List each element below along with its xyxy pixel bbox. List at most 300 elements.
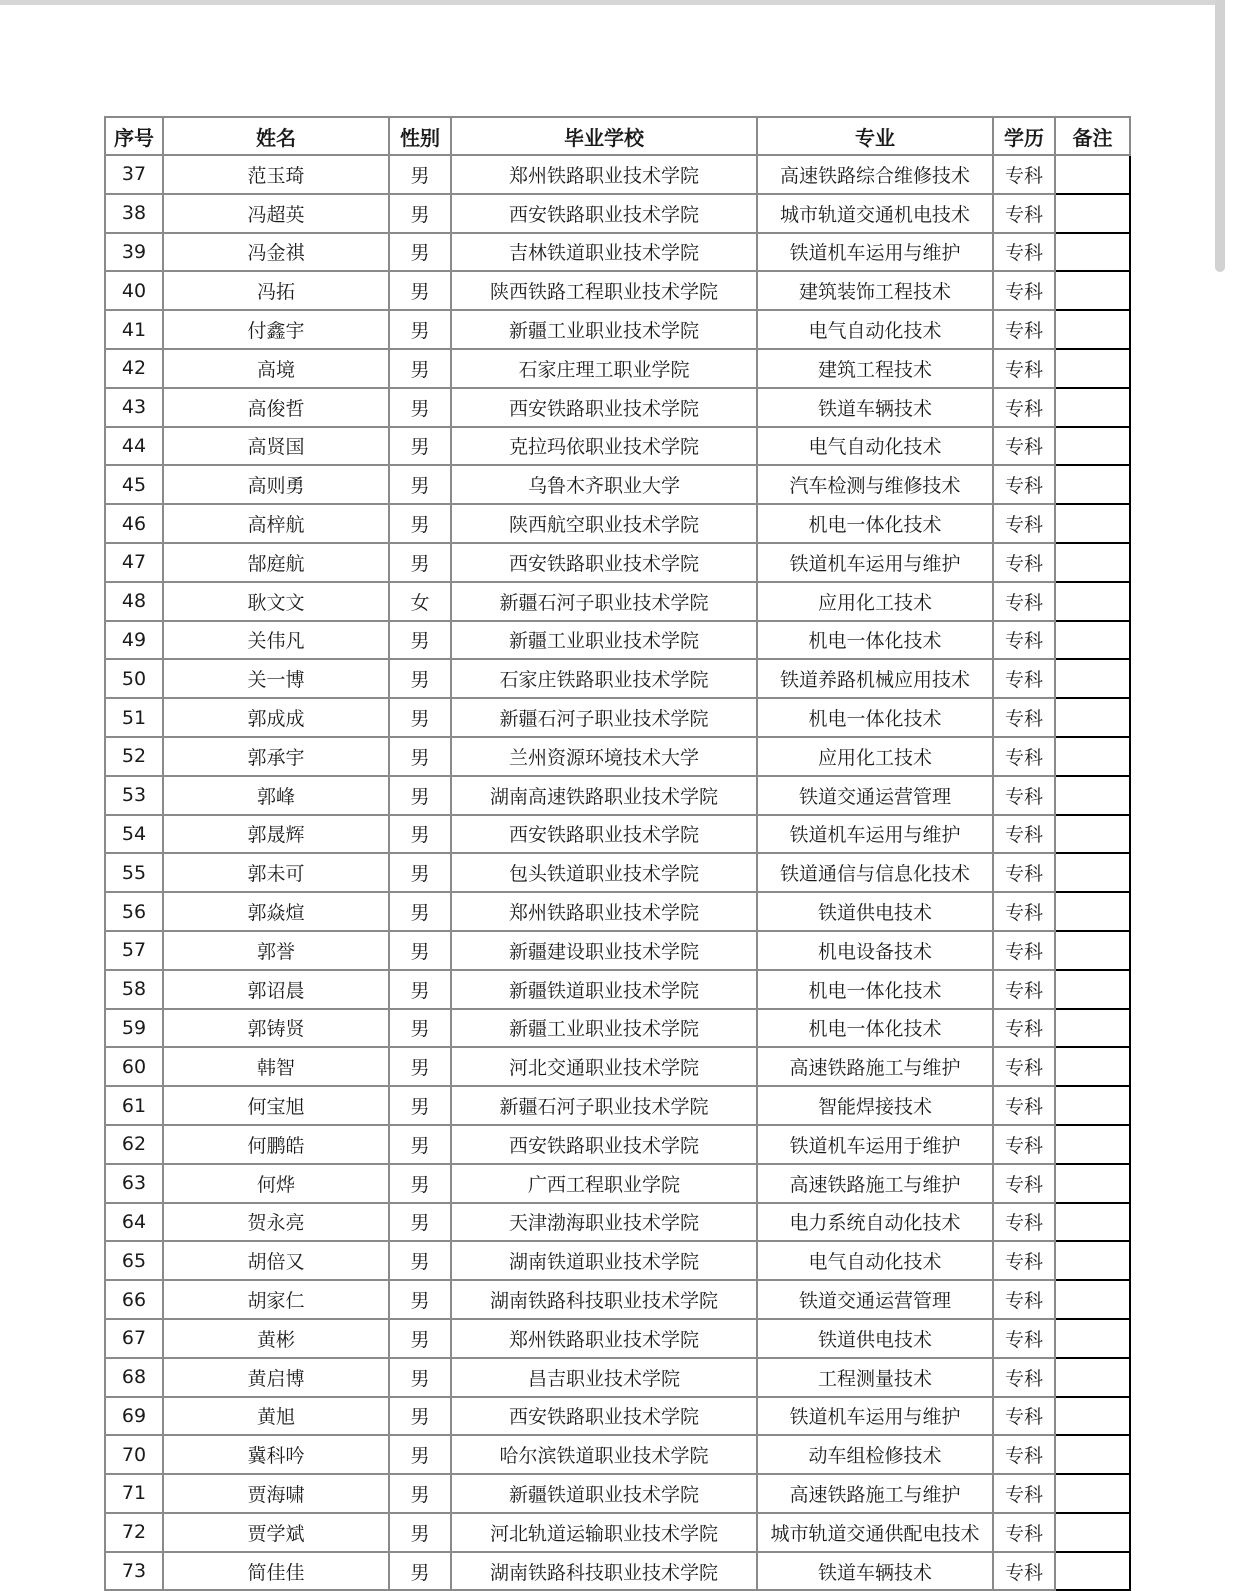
header-school: 毕业学校 xyxy=(451,117,757,155)
cell-seq: 57 xyxy=(105,931,163,970)
table-row xyxy=(105,1513,1130,1552)
cell-name: 黄彬 xyxy=(163,1319,389,1358)
header-remark: 备注 xyxy=(1055,117,1130,155)
cell-remark xyxy=(1055,1435,1130,1474)
cell-school: 乌鲁木齐职业大学 xyxy=(451,465,757,504)
cell-seq: 53 xyxy=(105,776,163,815)
cell-major: 铁道机车运用与维护 xyxy=(757,815,993,854)
cell-seq: 58 xyxy=(105,970,163,1009)
cell-name: 高梓航 xyxy=(163,504,389,543)
cell-seq: 56 xyxy=(105,892,163,931)
table-row xyxy=(105,1047,1130,1086)
header-name: 姓名 xyxy=(163,117,389,155)
cell-major: 铁道车辆技术 xyxy=(757,388,993,427)
cell-remark xyxy=(1055,1086,1130,1125)
cell-gender: 男 xyxy=(389,155,451,194)
cell-seq: 71 xyxy=(105,1474,163,1513)
cell-school: 克拉玛依职业技术学院 xyxy=(451,427,757,466)
cell-degree: 专科 xyxy=(993,194,1055,233)
cell-name: 郭焱煊 xyxy=(163,892,389,931)
scrollbar-thumb[interactable] xyxy=(1215,0,1225,272)
cell-gender: 男 xyxy=(389,388,451,427)
cell-school: 昌吉职业技术学院 xyxy=(451,1358,757,1397)
cell-major: 应用化工技术 xyxy=(757,582,993,621)
cell-seq: 48 xyxy=(105,582,163,621)
cell-remark xyxy=(1055,271,1130,310)
header-gender: 性别 xyxy=(389,117,451,155)
cell-major: 电气自动化技术 xyxy=(757,427,993,466)
cell-degree: 专科 xyxy=(993,1552,1055,1591)
cell-school: 西安铁路职业技术学院 xyxy=(451,194,757,233)
cell-degree: 专科 xyxy=(993,853,1055,892)
cell-remark xyxy=(1055,892,1130,931)
cell-major: 铁道交通运营管理 xyxy=(757,776,993,815)
cell-seq: 72 xyxy=(105,1513,163,1552)
cell-major: 铁道养路机械应用技术 xyxy=(757,659,993,698)
cell-school: 郑州铁路职业技术学院 xyxy=(451,892,757,931)
table-row xyxy=(105,504,1130,543)
cell-major: 工程测量技术 xyxy=(757,1358,993,1397)
cell-gender: 男 xyxy=(389,194,451,233)
cell-seq: 66 xyxy=(105,1280,163,1319)
table-row xyxy=(105,1125,1130,1164)
cell-major: 汽车检测与维修技术 xyxy=(757,465,993,504)
cell-major: 机电一体化技术 xyxy=(757,621,993,660)
table-row xyxy=(105,1086,1130,1125)
cell-school: 新疆铁道职业技术学院 xyxy=(451,970,757,1009)
cell-name: 黄启博 xyxy=(163,1358,389,1397)
cell-name: 贺永亮 xyxy=(163,1203,389,1242)
cell-major: 高速铁路施工与维护 xyxy=(757,1474,993,1513)
cell-seq: 44 xyxy=(105,427,163,466)
cell-major: 电气自动化技术 xyxy=(757,1241,993,1280)
cell-school: 陕西航空职业技术学院 xyxy=(451,504,757,543)
cell-major: 铁道通信与信息化技术 xyxy=(757,853,993,892)
cell-degree: 专科 xyxy=(993,1513,1055,1552)
cell-remark xyxy=(1055,931,1130,970)
cell-gender: 男 xyxy=(389,776,451,815)
table-row xyxy=(105,388,1130,427)
cell-degree: 专科 xyxy=(993,776,1055,815)
cell-degree: 专科 xyxy=(993,1358,1055,1397)
cell-degree: 专科 xyxy=(993,698,1055,737)
table-row xyxy=(105,659,1130,698)
cell-school: 西安铁路职业技术学院 xyxy=(451,1397,757,1436)
cell-seq: 37 xyxy=(105,155,163,194)
table-row xyxy=(105,1203,1130,1242)
table-row xyxy=(105,970,1130,1009)
cell-gender: 男 xyxy=(389,1086,451,1125)
cell-major: 机电设备技术 xyxy=(757,931,993,970)
cell-degree: 专科 xyxy=(993,1319,1055,1358)
cell-gender: 男 xyxy=(389,1009,451,1048)
cell-seq: 67 xyxy=(105,1319,163,1358)
cell-gender: 男 xyxy=(389,1047,451,1086)
cell-degree: 专科 xyxy=(993,1474,1055,1513)
cell-gender: 男 xyxy=(389,815,451,854)
cell-name: 郭晟辉 xyxy=(163,815,389,854)
cell-remark xyxy=(1055,1474,1130,1513)
cell-major: 城市轨道交通机电技术 xyxy=(757,194,993,233)
cell-degree: 专科 xyxy=(993,427,1055,466)
cell-school: 新疆石河子职业技术学院 xyxy=(451,1086,757,1125)
cell-school: 新疆工业职业技术学院 xyxy=(451,310,757,349)
cell-gender: 男 xyxy=(389,543,451,582)
cell-remark xyxy=(1055,582,1130,621)
cell-remark xyxy=(1055,543,1130,582)
cell-remark xyxy=(1055,465,1130,504)
cell-remark xyxy=(1055,388,1130,427)
cell-degree: 专科 xyxy=(993,233,1055,272)
table-row xyxy=(105,465,1130,504)
cell-name: 何鹏皓 xyxy=(163,1125,389,1164)
cell-school: 河北轨道运输职业技术学院 xyxy=(451,1513,757,1552)
table-row xyxy=(105,737,1130,776)
table-row xyxy=(105,698,1130,737)
cell-major: 应用化工技术 xyxy=(757,737,993,776)
cell-gender: 男 xyxy=(389,349,451,388)
cell-gender: 男 xyxy=(389,1474,451,1513)
cell-seq: 62 xyxy=(105,1125,163,1164)
table-row xyxy=(105,1241,1130,1280)
cell-name: 郭未可 xyxy=(163,853,389,892)
cell-seq: 43 xyxy=(105,388,163,427)
cell-major: 动车组检修技术 xyxy=(757,1435,993,1474)
cell-remark xyxy=(1055,194,1130,233)
cell-school: 西安铁路职业技术学院 xyxy=(451,388,757,427)
cell-gender: 男 xyxy=(389,1435,451,1474)
cell-school: 郑州铁路职业技术学院 xyxy=(451,1319,757,1358)
cell-major: 高速铁路综合维修技术 xyxy=(757,155,993,194)
cell-degree: 专科 xyxy=(993,349,1055,388)
cell-degree: 专科 xyxy=(993,970,1055,1009)
table-row xyxy=(105,931,1130,970)
cell-gender: 男 xyxy=(389,892,451,931)
cell-seq: 73 xyxy=(105,1552,163,1591)
table-row xyxy=(105,1164,1130,1203)
cell-name: 冀科吟 xyxy=(163,1435,389,1474)
cell-gender: 男 xyxy=(389,698,451,737)
cell-name: 郭诏晨 xyxy=(163,970,389,1009)
cell-degree: 专科 xyxy=(993,310,1055,349)
cell-major: 铁道交通运营管理 xyxy=(757,1280,993,1319)
table-row xyxy=(105,1280,1130,1319)
cell-remark xyxy=(1055,1203,1130,1242)
cell-seq: 46 xyxy=(105,504,163,543)
cell-major: 铁道机车运用与维护 xyxy=(757,543,993,582)
cell-major: 铁道供电技术 xyxy=(757,1319,993,1358)
cell-major: 机电一体化技术 xyxy=(757,504,993,543)
cell-gender: 男 xyxy=(389,737,451,776)
table-row xyxy=(105,1319,1130,1358)
table-row xyxy=(105,310,1130,349)
cell-major: 机电一体化技术 xyxy=(757,698,993,737)
cell-degree: 专科 xyxy=(993,155,1055,194)
cell-seq: 61 xyxy=(105,1086,163,1125)
cell-school: 新疆工业职业技术学院 xyxy=(451,1009,757,1048)
cell-major: 建筑装饰工程技术 xyxy=(757,271,993,310)
cell-seq: 52 xyxy=(105,737,163,776)
cell-remark xyxy=(1055,659,1130,698)
cell-name: 冯拓 xyxy=(163,271,389,310)
cell-gender: 男 xyxy=(389,310,451,349)
cell-major: 电力系统自动化技术 xyxy=(757,1203,993,1242)
cell-remark xyxy=(1055,1397,1130,1436)
cell-remark xyxy=(1055,1125,1130,1164)
cell-name: 郭承宇 xyxy=(163,737,389,776)
cell-name: 高则勇 xyxy=(163,465,389,504)
cell-gender: 男 xyxy=(389,853,451,892)
cell-school: 新疆建设职业技术学院 xyxy=(451,931,757,970)
table-row xyxy=(105,271,1130,310)
cell-name: 贾学斌 xyxy=(163,1513,389,1552)
cell-name: 简佳佳 xyxy=(163,1552,389,1591)
cell-name: 冯超英 xyxy=(163,194,389,233)
cell-seq: 38 xyxy=(105,194,163,233)
cell-remark xyxy=(1055,349,1130,388)
cell-degree: 专科 xyxy=(993,388,1055,427)
cell-name: 郭成成 xyxy=(163,698,389,737)
cell-degree: 专科 xyxy=(993,1164,1055,1203)
cell-gender: 男 xyxy=(389,1552,451,1591)
cell-remark xyxy=(1055,815,1130,854)
cell-degree: 专科 xyxy=(993,1397,1055,1436)
cell-seq: 39 xyxy=(105,233,163,272)
cell-seq: 60 xyxy=(105,1047,163,1086)
cell-gender: 男 xyxy=(389,1164,451,1203)
cell-remark xyxy=(1055,427,1130,466)
cell-school: 西安铁路职业技术学院 xyxy=(451,1125,757,1164)
cell-remark xyxy=(1055,970,1130,1009)
cell-degree: 专科 xyxy=(993,271,1055,310)
cell-seq: 40 xyxy=(105,271,163,310)
cell-school: 湖南铁道职业技术学院 xyxy=(451,1241,757,1280)
cell-degree: 专科 xyxy=(993,892,1055,931)
table-row xyxy=(105,582,1130,621)
cell-remark xyxy=(1055,1009,1130,1048)
cell-name: 韩智 xyxy=(163,1047,389,1086)
header-degree: 学历 xyxy=(993,117,1055,155)
cell-degree: 专科 xyxy=(993,815,1055,854)
cell-remark xyxy=(1055,1513,1130,1552)
table-row xyxy=(105,1474,1130,1513)
table-row xyxy=(105,1358,1130,1397)
top-divider xyxy=(0,0,1215,5)
table-row xyxy=(105,1435,1130,1474)
cell-degree: 专科 xyxy=(993,465,1055,504)
cell-gender: 男 xyxy=(389,659,451,698)
cell-seq: 65 xyxy=(105,1241,163,1280)
cell-remark xyxy=(1055,1047,1130,1086)
cell-degree: 专科 xyxy=(993,1435,1055,1474)
cell-remark xyxy=(1055,853,1130,892)
table-row xyxy=(105,349,1130,388)
cell-school: 天津渤海职业技术学院 xyxy=(451,1203,757,1242)
cell-degree: 专科 xyxy=(993,659,1055,698)
cell-name: 胡家仁 xyxy=(163,1280,389,1319)
cell-name: 关一博 xyxy=(163,659,389,698)
cell-seq: 41 xyxy=(105,310,163,349)
cell-degree: 专科 xyxy=(993,1203,1055,1242)
cell-remark xyxy=(1055,1358,1130,1397)
cell-remark xyxy=(1055,698,1130,737)
cell-degree: 专科 xyxy=(993,582,1055,621)
cell-name: 关伟凡 xyxy=(163,621,389,660)
cell-school: 新疆石河子职业技术学院 xyxy=(451,582,757,621)
cell-name: 郭峰 xyxy=(163,776,389,815)
cell-degree: 专科 xyxy=(993,1086,1055,1125)
cell-name: 高境 xyxy=(163,349,389,388)
table-row xyxy=(105,543,1130,582)
cell-gender: 女 xyxy=(389,582,451,621)
table-row xyxy=(105,776,1130,815)
table-row xyxy=(105,1552,1130,1591)
cell-degree: 专科 xyxy=(993,931,1055,970)
cell-degree: 专科 xyxy=(993,1125,1055,1164)
cell-remark xyxy=(1055,776,1130,815)
cell-gender: 男 xyxy=(389,233,451,272)
cell-school: 石家庄铁路职业技术学院 xyxy=(451,659,757,698)
cell-degree: 专科 xyxy=(993,1241,1055,1280)
cell-remark xyxy=(1055,1241,1130,1280)
cell-degree: 专科 xyxy=(993,1047,1055,1086)
cell-major: 智能焊接技术 xyxy=(757,1086,993,1125)
cell-remark xyxy=(1055,233,1130,272)
table-row xyxy=(105,892,1130,931)
cell-seq: 51 xyxy=(105,698,163,737)
roster-sheet xyxy=(104,116,1131,1591)
cell-remark xyxy=(1055,1164,1130,1203)
table-row xyxy=(105,1397,1130,1436)
cell-name: 黄旭 xyxy=(163,1397,389,1436)
cell-remark xyxy=(1055,621,1130,660)
cell-remark xyxy=(1055,1552,1130,1591)
cell-school: 西安铁路职业技术学院 xyxy=(451,815,757,854)
cell-major: 机电一体化技术 xyxy=(757,970,993,1009)
cell-name: 高俊哲 xyxy=(163,388,389,427)
table-row xyxy=(105,621,1130,660)
cell-seq: 63 xyxy=(105,1164,163,1203)
cell-school: 湖南铁路科技职业技术学院 xyxy=(451,1552,757,1591)
cell-school: 包头铁道职业技术学院 xyxy=(451,853,757,892)
cell-school: 广西工程职业学院 xyxy=(451,1164,757,1203)
cell-major: 城市轨道交通供配电技术 xyxy=(757,1513,993,1552)
cell-school: 陕西铁路工程职业技术学院 xyxy=(451,271,757,310)
cell-remark xyxy=(1055,504,1130,543)
cell-gender: 男 xyxy=(389,465,451,504)
table-row xyxy=(105,853,1130,892)
cell-degree: 专科 xyxy=(993,504,1055,543)
cell-degree: 专科 xyxy=(993,737,1055,776)
cell-name: 耿文文 xyxy=(163,582,389,621)
cell-school: 郑州铁路职业技术学院 xyxy=(451,155,757,194)
cell-name: 何宝旭 xyxy=(163,1086,389,1125)
cell-major: 铁道机车运用与维护 xyxy=(757,233,993,272)
header-major: 专业 xyxy=(757,117,993,155)
cell-gender: 男 xyxy=(389,271,451,310)
cell-gender: 男 xyxy=(389,1397,451,1436)
cell-gender: 男 xyxy=(389,1358,451,1397)
cell-remark xyxy=(1055,155,1130,194)
cell-degree: 专科 xyxy=(993,1280,1055,1319)
cell-remark xyxy=(1055,1319,1130,1358)
cell-name: 付鑫宇 xyxy=(163,310,389,349)
cell-degree: 专科 xyxy=(993,621,1055,660)
cell-name: 郭誉 xyxy=(163,931,389,970)
cell-gender: 男 xyxy=(389,504,451,543)
cell-gender: 男 xyxy=(389,427,451,466)
cell-gender: 男 xyxy=(389,1125,451,1164)
roster-table xyxy=(104,116,1131,1591)
cell-major: 铁道机车运用与维护 xyxy=(757,1397,993,1436)
roster-body xyxy=(105,155,1130,1590)
cell-school: 吉林铁道职业技术学院 xyxy=(451,233,757,272)
cell-degree: 专科 xyxy=(993,543,1055,582)
cell-seq: 55 xyxy=(105,853,163,892)
cell-school: 新疆石河子职业技术学院 xyxy=(451,698,757,737)
cell-school: 新疆工业职业技术学院 xyxy=(451,621,757,660)
cell-school: 湖南高速铁路职业技术学院 xyxy=(451,776,757,815)
cell-seq: 69 xyxy=(105,1397,163,1436)
table-row xyxy=(105,427,1130,466)
cell-seq: 45 xyxy=(105,465,163,504)
cell-seq: 70 xyxy=(105,1435,163,1474)
cell-gender: 男 xyxy=(389,1280,451,1319)
cell-name: 贾海啸 xyxy=(163,1474,389,1513)
cell-school: 石家庄理工职业学院 xyxy=(451,349,757,388)
table-row xyxy=(105,1009,1130,1048)
cell-seq: 64 xyxy=(105,1203,163,1242)
cell-remark xyxy=(1055,310,1130,349)
cell-school: 西安铁路职业技术学院 xyxy=(451,543,757,582)
cell-major: 电气自动化技术 xyxy=(757,310,993,349)
cell-seq: 54 xyxy=(105,815,163,854)
cell-seq: 59 xyxy=(105,1009,163,1048)
cell-school: 兰州资源环境技术大学 xyxy=(451,737,757,776)
cell-remark xyxy=(1055,1280,1130,1319)
cell-degree: 专科 xyxy=(993,1009,1055,1048)
cell-major: 铁道机车运用于维护 xyxy=(757,1125,993,1164)
header-seq: 序号 xyxy=(105,117,163,155)
cell-name: 胡倍又 xyxy=(163,1241,389,1280)
cell-seq: 50 xyxy=(105,659,163,698)
cell-name: 郭铸贤 xyxy=(163,1009,389,1048)
cell-school: 哈尔滨铁道职业技术学院 xyxy=(451,1435,757,1474)
cell-gender: 男 xyxy=(389,1203,451,1242)
cell-seq: 42 xyxy=(105,349,163,388)
cell-major: 机电一体化技术 xyxy=(757,1009,993,1048)
cell-school: 湖南铁路科技职业技术学院 xyxy=(451,1280,757,1319)
cell-major: 高速铁路施工与维护 xyxy=(757,1047,993,1086)
table-row xyxy=(105,155,1130,194)
cell-major: 铁道车辆技术 xyxy=(757,1552,993,1591)
cell-name: 冯金祺 xyxy=(163,233,389,272)
cell-seq: 49 xyxy=(105,621,163,660)
cell-school: 新疆铁道职业技术学院 xyxy=(451,1474,757,1513)
cell-gender: 男 xyxy=(389,931,451,970)
table-row xyxy=(105,815,1130,854)
cell-gender: 男 xyxy=(389,1513,451,1552)
cell-name: 郜庭航 xyxy=(163,543,389,582)
table-row xyxy=(105,194,1130,233)
cell-major: 建筑工程技术 xyxy=(757,349,993,388)
cell-major: 铁道供电技术 xyxy=(757,892,993,931)
cell-seq: 68 xyxy=(105,1358,163,1397)
cell-gender: 男 xyxy=(389,970,451,1009)
cell-name: 何烨 xyxy=(163,1164,389,1203)
cell-name: 高贤国 xyxy=(163,427,389,466)
cell-name: 范玉琦 xyxy=(163,155,389,194)
